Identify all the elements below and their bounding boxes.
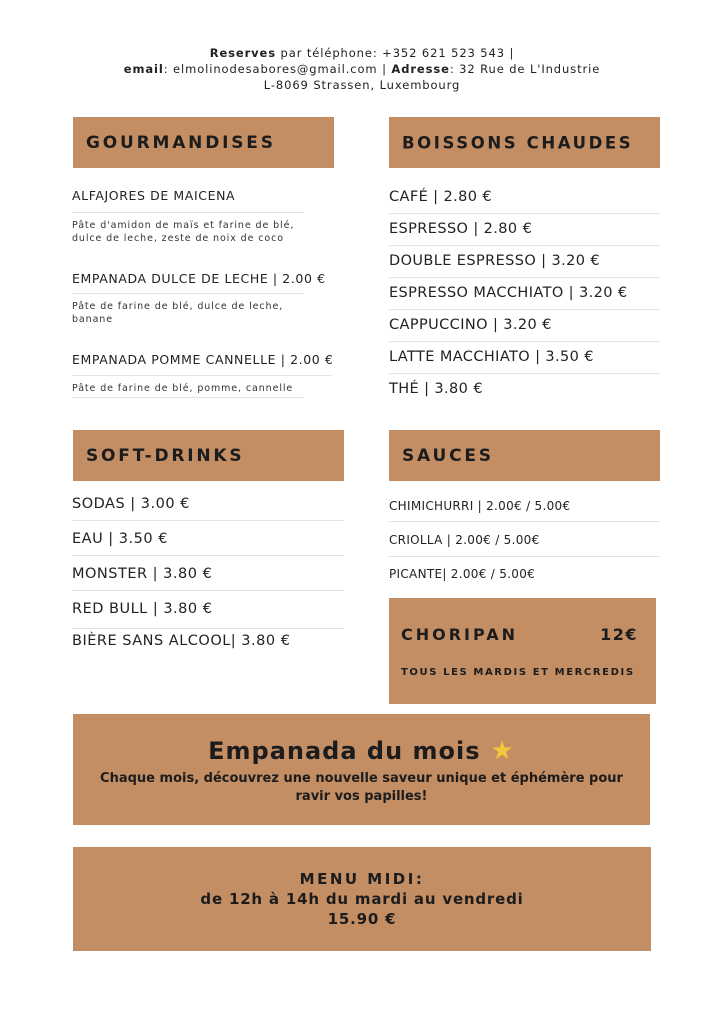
- menu-midi-title: MENU MIDI:: [299, 870, 425, 888]
- list-item: DOUBLE ESPRESSO | 3.20 €: [389, 253, 600, 269]
- sauces-banner: [389, 430, 660, 481]
- menu-midi-price: 15.90 €: [327, 910, 397, 928]
- phone-text: par téléphone: +352 621 523 543 |: [276, 46, 515, 60]
- address-line-2: L-8069 Strassen, Luxembourg: [263, 78, 461, 92]
- divider: [72, 520, 344, 521]
- divider: [72, 397, 304, 398]
- list-item: CAPPUCCINO | 3.20 €: [389, 317, 552, 333]
- address-label: Adresse: [391, 62, 450, 76]
- desc-line: Pâte de farine de blé, dulce de leche,: [72, 301, 284, 312]
- address-text: : 32 Rue de L'Industrie: [449, 62, 601, 76]
- list-item: CHIMICHURRI | 2.00€ / 5.00€: [389, 499, 571, 513]
- menu-midi-box: [73, 847, 651, 951]
- divider: [72, 590, 344, 591]
- list-item: ESPRESSO | 2.80 €: [389, 221, 533, 237]
- list-item: CRIOLLA | 2.00€ / 5.00€: [389, 533, 540, 547]
- desc-line: Pâte d'amidon de maïs et farine de blé,: [72, 220, 295, 231]
- empanada-du-mois-heading: Empanada du mois: [208, 737, 481, 765]
- star-icon: ★: [490, 736, 515, 766]
- list-item-title: EMPANADA POMME CANNELLE | 2.00 €: [72, 352, 334, 367]
- choripan-name: CHORIPAN: [401, 625, 519, 644]
- list-item: RED BULL | 3.80 €: [72, 601, 213, 617]
- email-text: : elmolinodesabores@gmail.com |: [163, 62, 392, 76]
- gourmandises-banner: [73, 117, 334, 168]
- menu-midi-hours: de 12h à 14h du mardi au vendredi: [200, 890, 524, 908]
- sauces-title: SAUCES: [402, 445, 494, 466]
- divider: [72, 555, 344, 556]
- list-item: SODAS | 3.00 €: [72, 496, 190, 512]
- boissons-list: [389, 181, 660, 405]
- reserves-label: Reserves: [209, 46, 276, 60]
- desc-line: Pâte de farine de blé, pomme, cannelle: [72, 383, 294, 394]
- choripan-price: 12€: [600, 625, 638, 644]
- empanada-du-mois-subtitle: Chaque mois, découvrez une nouvelle saveur unique et éphémère pour ravir vos papilles!: [100, 771, 623, 804]
- boissons-banner: [389, 117, 660, 168]
- contact-header: [0, 45, 724, 93]
- email-label: email: [123, 62, 164, 76]
- list-item: BIÈRE SANS ALCOOL| 3.80 €: [72, 633, 291, 649]
- list-item: MONSTER | 3.80 €: [72, 566, 213, 582]
- list-item: EAU | 3.50 €: [72, 531, 168, 547]
- list-item: LATTE MACCHIATO | 3.50 €: [389, 349, 594, 365]
- list-item-desc: [72, 300, 283, 326]
- empanada-du-mois-title: [73, 736, 650, 766]
- gourmandises-title: GOURMANDISES: [86, 132, 276, 153]
- list-item: ESPRESSO MACCHIATO | 3.20 €: [389, 285, 628, 301]
- sauces-list: [389, 489, 660, 591]
- divider: [389, 521, 660, 522]
- list-item-desc: [72, 382, 293, 395]
- list-item: THÉ | 3.80 €: [389, 381, 483, 397]
- list-item-title: EMPANADA DULCE DE LECHE | 2.00 €: [72, 271, 326, 286]
- choripan-box: [389, 598, 656, 704]
- divider: [72, 293, 304, 294]
- header-line-2: [0, 61, 724, 77]
- desc-line: dulce de leche, zeste de noix de coco: [72, 233, 284, 244]
- list-item-title: ALFAJORES DE MAICENA: [72, 188, 236, 203]
- softdrinks-title: SOFT-DRINKS: [86, 445, 245, 466]
- list-item-desc: [72, 219, 294, 245]
- choripan-days: TOUS LES MARDIS ET MERCREDIS: [401, 667, 635, 678]
- softdrinks-banner: [73, 430, 344, 481]
- divider: [72, 375, 332, 376]
- desc-line: banane: [72, 314, 113, 325]
- list-item: CAFÉ | 2.80 €: [389, 189, 492, 205]
- list-item: PICANTE| 2.00€ / 5.00€: [389, 567, 536, 581]
- header-line-1: [0, 45, 724, 61]
- boissons-title: BOISSONS CHAUDES: [402, 133, 634, 152]
- divider: [72, 212, 304, 213]
- softdrinks-list: [72, 487, 344, 659]
- empanada-du-mois-box: [73, 714, 650, 825]
